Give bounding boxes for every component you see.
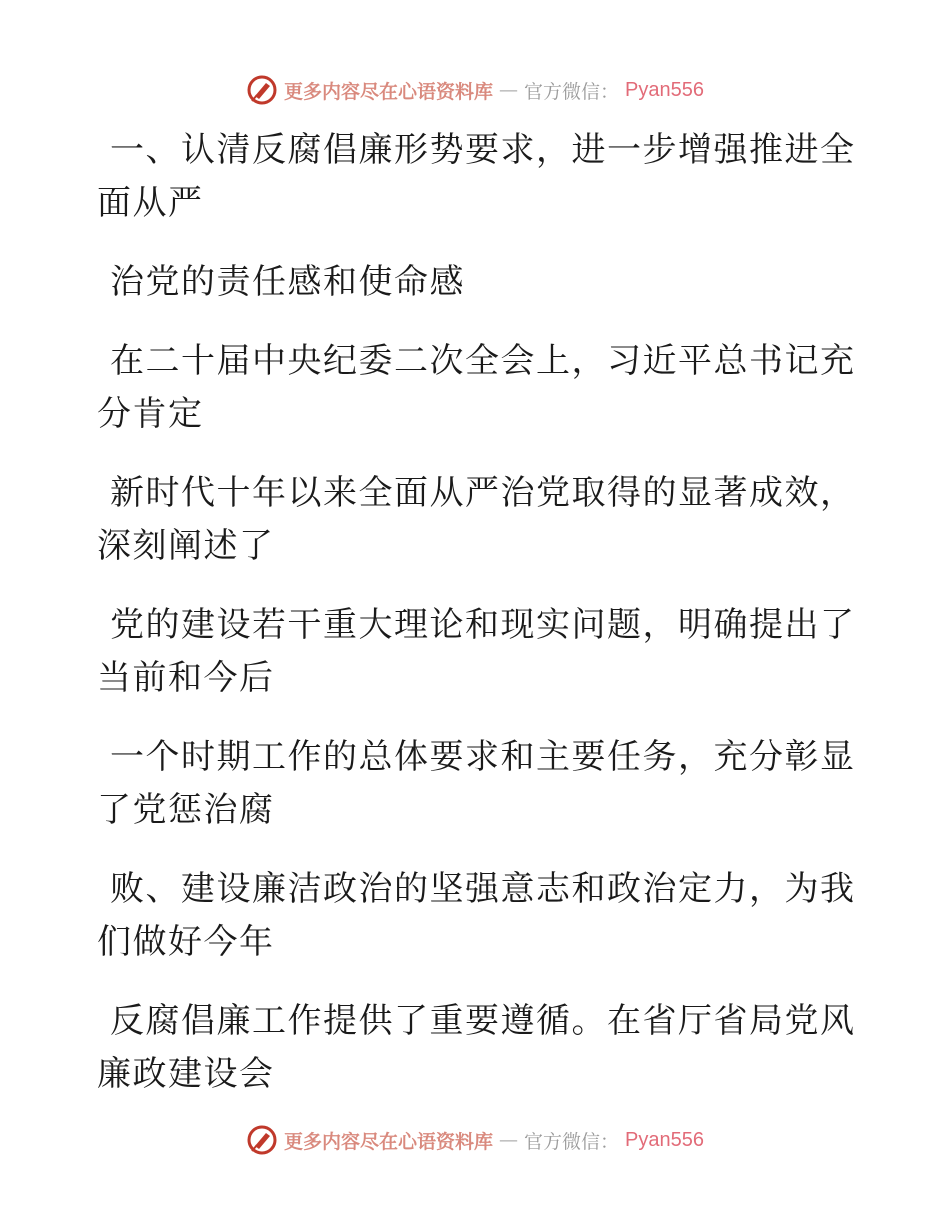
paragraph-line: 分肯定 bbox=[97, 394, 204, 434]
quill-logo-icon bbox=[246, 74, 278, 106]
footer-watermark bbox=[0, 1120, 950, 1160]
paragraph-line: 了党惩治腐 bbox=[97, 790, 275, 830]
paragraph bbox=[97, 995, 856, 1101]
quill-logo-icon bbox=[246, 1124, 278, 1156]
watermark-label: 官方微信： bbox=[524, 1130, 620, 1153]
document-body bbox=[97, 124, 856, 1127]
watermark-dash: — bbox=[499, 1129, 519, 1151]
paragraph-line: 一个时期工作的总体要求和主要任务，充分彰显 bbox=[110, 737, 856, 777]
paragraph-line: 治党的责任感和使命感 bbox=[110, 262, 465, 302]
paragraph-line: 一、认清反腐倡廉形势要求，进一步增强推进全 bbox=[110, 130, 856, 170]
watermark-dash: — bbox=[499, 79, 519, 101]
paragraph bbox=[97, 335, 856, 441]
paragraph-line: 廉政建设会 bbox=[97, 1054, 275, 1094]
watermark-id: Pyan556 bbox=[625, 1128, 704, 1151]
paragraph bbox=[97, 731, 856, 837]
paragraph bbox=[97, 256, 837, 309]
paragraph-line: 新时代十年以来全面从严治党取得的显著成效， bbox=[110, 473, 856, 513]
paragraph-line: 在二十届中央纪委二次全会上，习近平总书记充 bbox=[110, 341, 856, 381]
paragraph-line: 当前和今后 bbox=[97, 658, 275, 698]
paragraph bbox=[97, 124, 856, 230]
paragraph-line: 面从严 bbox=[97, 183, 204, 223]
paragraph bbox=[97, 467, 856, 573]
paragraph-line: 反腐倡廉工作提供了重要遵循。在省厅省局党风 bbox=[110, 1001, 856, 1041]
watermark-text: 更多内容尽在心语资料库 bbox=[284, 80, 494, 103]
paragraph-line: 深刻阐述了 bbox=[97, 526, 275, 566]
watermark-text: 更多内容尽在心语资料库 bbox=[284, 1130, 494, 1153]
paragraph-line: 们做好今年 bbox=[97, 922, 275, 962]
paragraph-line: 党的建设若干重大理论和现实问题，明确提出了 bbox=[110, 605, 856, 645]
paragraph bbox=[97, 863, 856, 969]
paragraph bbox=[97, 599, 856, 705]
paragraph-line: 败、建设廉洁政治的坚强意志和政治定力，为我 bbox=[110, 869, 856, 909]
watermark-id: Pyan556 bbox=[625, 78, 704, 101]
watermark-label: 官方微信： bbox=[524, 80, 620, 103]
header-watermark bbox=[0, 70, 950, 110]
